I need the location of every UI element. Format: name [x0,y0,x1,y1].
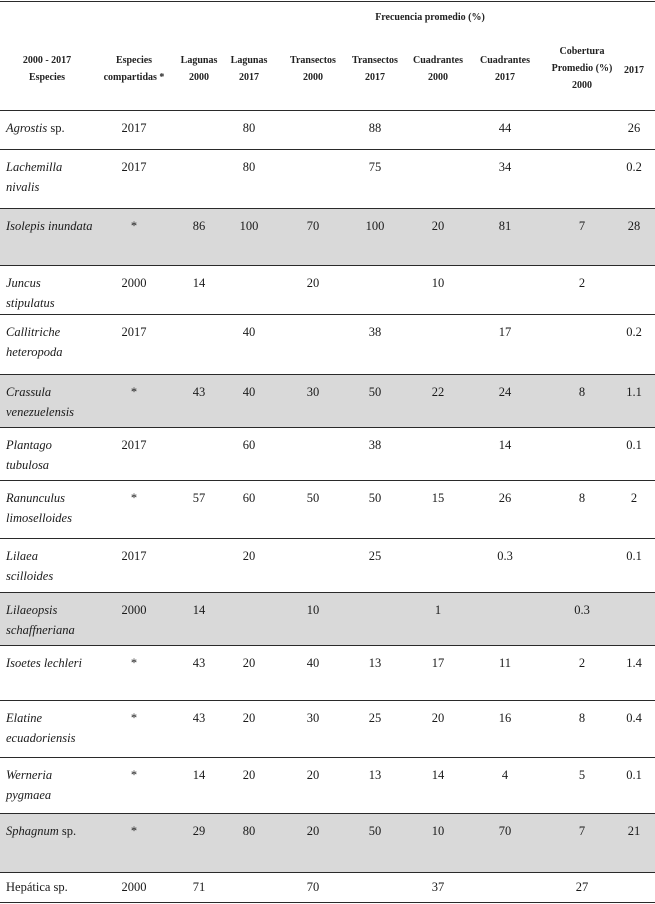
cell-lagunas-2017: 20 [242,711,256,725]
cell-cuadrantes-2017: 4 [501,768,509,782]
cell-transectos-2017: 38 [368,325,382,339]
cell-shared: 2017 [121,549,147,563]
species-name-part: stipulatus [6,296,55,310]
species-name-part: sp. [58,824,77,838]
row-divider [0,208,655,209]
cell-lagunas-2000: 14 [192,276,206,290]
cell-cobertura-2000: 8 [578,385,586,399]
species-name-part: Lilaea [6,549,38,563]
cell-shared: * [130,219,138,233]
species-name-part: Lachemilla [6,160,63,174]
cell-cobertura-2017: 0.2 [626,160,642,174]
species-name [6,322,111,362]
cell-cobertura-2017: 1.1 [626,385,642,399]
cell-shared: * [130,824,138,838]
cell-cuadrantes-2017: 81 [498,219,512,233]
cell-shared: 2000 [121,603,147,617]
species-name-part: Ranunculus [6,491,66,505]
species-name [6,877,111,897]
cell-lagunas-2000: 14 [192,603,206,617]
species-name [6,488,111,528]
cell-cobertura-2000: 2 [578,276,586,290]
cell-cuadrantes-2017: 16 [498,711,512,725]
cell-transectos-2017: 25 [368,711,382,725]
cell-cuadrantes-2000: 14 [431,768,445,782]
cell-transectos-2017: 50 [368,491,382,505]
column-header-line: 2000 [189,72,209,83]
cell-cobertura-2000: 8 [578,711,586,725]
species-name-part: Werneria [6,768,53,782]
cell-cobertura-2000: 2 [578,656,586,670]
cell-shared: 2017 [121,325,147,339]
cell-cuadrantes-2017: 44 [498,121,512,135]
cell-lagunas-2017: 20 [242,549,256,563]
cell-cuadrantes-2000: 20 [431,219,445,233]
cell-transectos-2000: 20 [306,824,320,838]
cell-lagunas-2017: 80 [242,160,256,174]
cell-lagunas-2017: 20 [242,768,256,782]
row-divider [0,427,655,428]
species-name-part: tubulosa [6,458,50,472]
cell-cobertura-2017: 28 [627,219,641,233]
species-name [6,382,111,422]
cell-shared: 2017 [121,160,147,174]
cell-shared: * [130,711,138,725]
row-divider [0,149,655,150]
row-divider [0,700,655,701]
cell-cuadrantes-2000: 37 [431,880,445,894]
cell-transectos-2000: 30 [306,711,320,725]
column-header-line: 2017 [365,72,385,83]
column-header-line: Cuadrantes [412,55,463,66]
cell-lagunas-2017: 80 [242,824,256,838]
row-divider [0,480,655,481]
cell-lagunas-2000: 86 [192,219,206,233]
row-divider [0,872,655,873]
cell-lagunas-2000: 57 [192,491,206,505]
species-name-part: Juncus [6,276,41,290]
cell-transectos-2000: 70 [306,219,320,233]
column-header-line: 2017 [239,72,259,83]
column-header-line: Transectos [352,55,398,66]
species-name-part: ecuadoriensis [6,731,76,745]
cell-lagunas-2017: 40 [242,385,256,399]
group-title: Frecuencia promedio (%) [375,12,485,23]
cell-transectos-2000: 70 [306,880,320,894]
cell-lagunas-2000: 29 [192,824,206,838]
cell-lagunas-2017: 60 [242,438,256,452]
column-header-line: Especies [115,55,153,66]
cell-transectos-2017: 75 [368,160,382,174]
row-divider [0,813,655,814]
species-name [6,600,111,640]
cell-cuadrantes-2017: 17 [498,325,512,339]
cell-cuadrantes-2000: 20 [431,711,445,725]
species-name-part: Lilaeopsis [6,603,58,617]
cell-cuadrantes-2000: 15 [431,491,445,505]
row-divider [0,314,655,315]
species-name-part: scilloides [6,569,54,583]
cell-lagunas-2000: 14 [192,768,206,782]
cell-cuadrantes-2017: 34 [498,160,512,174]
cell-cuadrantes-2017: 11 [498,656,512,670]
species-name-part: Crassula [6,385,52,399]
cell-shared: 2017 [121,438,147,452]
cell-cobertura-2017: 0.1 [626,768,642,782]
cell-shared: * [130,656,138,670]
species-name-part: schaffneriana [6,623,75,637]
cell-transectos-2000: 30 [306,385,320,399]
cell-transectos-2000: 20 [306,768,320,782]
cell-transectos-2017: 13 [368,656,382,670]
species-name-part: Plantago [6,438,52,452]
cell-lagunas-2017: 100 [239,219,259,233]
species-name-part: heteropoda [6,345,63,359]
column-header-line: Cuadrantes [479,55,530,66]
cell-cuadrantes-2017: 26 [498,491,512,505]
cell-shared: * [130,491,138,505]
cell-cobertura-2017: 0.4 [626,711,642,725]
cell-shared: * [130,768,138,782]
species-name [6,118,111,138]
cell-lagunas-2000: 43 [192,385,206,399]
species-name-part: venezuelensis [6,405,75,419]
cell-lagunas-2017: 40 [242,325,256,339]
row-divider [0,374,655,375]
cell-transectos-2017: 50 [368,385,382,399]
cell-lagunas-2017: 60 [242,491,256,505]
cell-cobertura-2000: 0.3 [574,603,590,617]
cell-transectos-2017: 100 [365,219,385,233]
row-divider [0,265,655,266]
cell-lagunas-2000: 71 [192,880,206,894]
species-name [6,708,111,748]
species-name-part: pygmaea [6,788,52,802]
cell-cobertura-2000: 7 [578,824,586,838]
species-name-part: limoselloides [6,511,72,525]
cell-transectos-2000: 20 [306,276,320,290]
cell-cobertura-2017: 26 [627,121,641,135]
species-name [6,546,111,586]
species-name-part: Sphagnum [6,824,59,838]
cell-transectos-2000: 40 [306,656,320,670]
cell-cuadrantes-2000: 17 [431,656,445,670]
cell-shared: 2017 [121,121,147,135]
cell-transectos-2000: 50 [306,491,320,505]
species-name-part: Isolepis inundata [6,219,93,233]
species-name-part: Hepática sp. [6,880,68,894]
cell-cobertura-2017: 0.1 [626,438,642,452]
column-header-line: compartidas * [103,72,165,83]
column-header-line: Especies [28,72,66,83]
cell-transectos-2017: 25 [368,549,382,563]
species-name-part: sp. [47,121,65,135]
cell-cobertura-2017: 0.2 [626,325,642,339]
column-header [2,52,92,86]
cell-shared: 2000 [121,276,147,290]
column-header-line: 2017 [495,72,515,83]
cell-transectos-2000: 10 [306,603,320,617]
column-header-line: Promedio (%) [551,63,613,74]
cell-cuadrantes-2017: 70 [498,824,512,838]
column-header-line: 2017 [624,65,644,76]
species-name-part: Isoetes lechleri [6,656,83,670]
row-divider [0,902,655,903]
cell-cuadrantes-2000: 1 [434,603,442,617]
row-divider [0,757,655,758]
column-header-line: 2000 - 2017 [22,55,72,66]
cell-lagunas-2017: 80 [242,121,256,135]
cell-cuadrantes-2000: 22 [431,385,445,399]
column-header-line: Lagunas [180,55,218,66]
cell-cuadrantes-2017: 14 [498,438,512,452]
row-divider [0,1,655,2]
species-name-part: Agrostis [6,121,48,135]
cell-cobertura-2017: 2 [630,491,638,505]
column-header [589,62,655,79]
cell-transectos-2017: 88 [368,121,382,135]
species-name-part: nivalis [6,180,40,194]
species-name-part: Callitriche [6,325,61,339]
column-header-line: Transectos [290,55,336,66]
species-name [6,157,111,197]
species-name [6,216,111,236]
column-header-line: Lagunas [230,55,268,66]
cell-cobertura-2000: 8 [578,491,586,505]
column-header-line: Cobertura [559,46,605,57]
row-divider [0,592,655,593]
cell-transectos-2017: 50 [368,824,382,838]
cell-transectos-2017: 38 [368,438,382,452]
species-name [6,765,111,805]
cell-cobertura-2017: 0.1 [626,549,642,563]
column-header-line: 2000 [428,72,448,83]
species-name [6,435,111,475]
species-name-part: Elatine [6,711,43,725]
cell-lagunas-2000: 43 [192,711,206,725]
cell-cuadrantes-2017: 0.3 [497,549,513,563]
column-header-line: 2000 [572,80,592,91]
species-name [6,821,111,841]
row-divider [0,110,655,111]
cell-cobertura-2000: 5 [578,768,586,782]
cell-cobertura-2017: 21 [627,824,641,838]
cell-shared: 2000 [121,880,147,894]
cell-cuadrantes-2000: 10 [431,824,445,838]
cell-cobertura-2000: 7 [578,219,586,233]
cell-cuadrantes-2017: 24 [498,385,512,399]
species-name [6,273,111,313]
cell-lagunas-2000: 43 [192,656,206,670]
cell-cobertura-2017: 1.4 [626,656,642,670]
cell-transectos-2017: 13 [368,768,382,782]
cell-cuadrantes-2000: 10 [431,276,445,290]
row-divider [0,645,655,646]
cell-cobertura-2000: 27 [575,880,589,894]
cell-shared: * [130,385,138,399]
cell-lagunas-2017: 20 [242,656,256,670]
species-name [6,653,111,673]
column-header-line: 2000 [303,72,323,83]
row-divider [0,538,655,539]
